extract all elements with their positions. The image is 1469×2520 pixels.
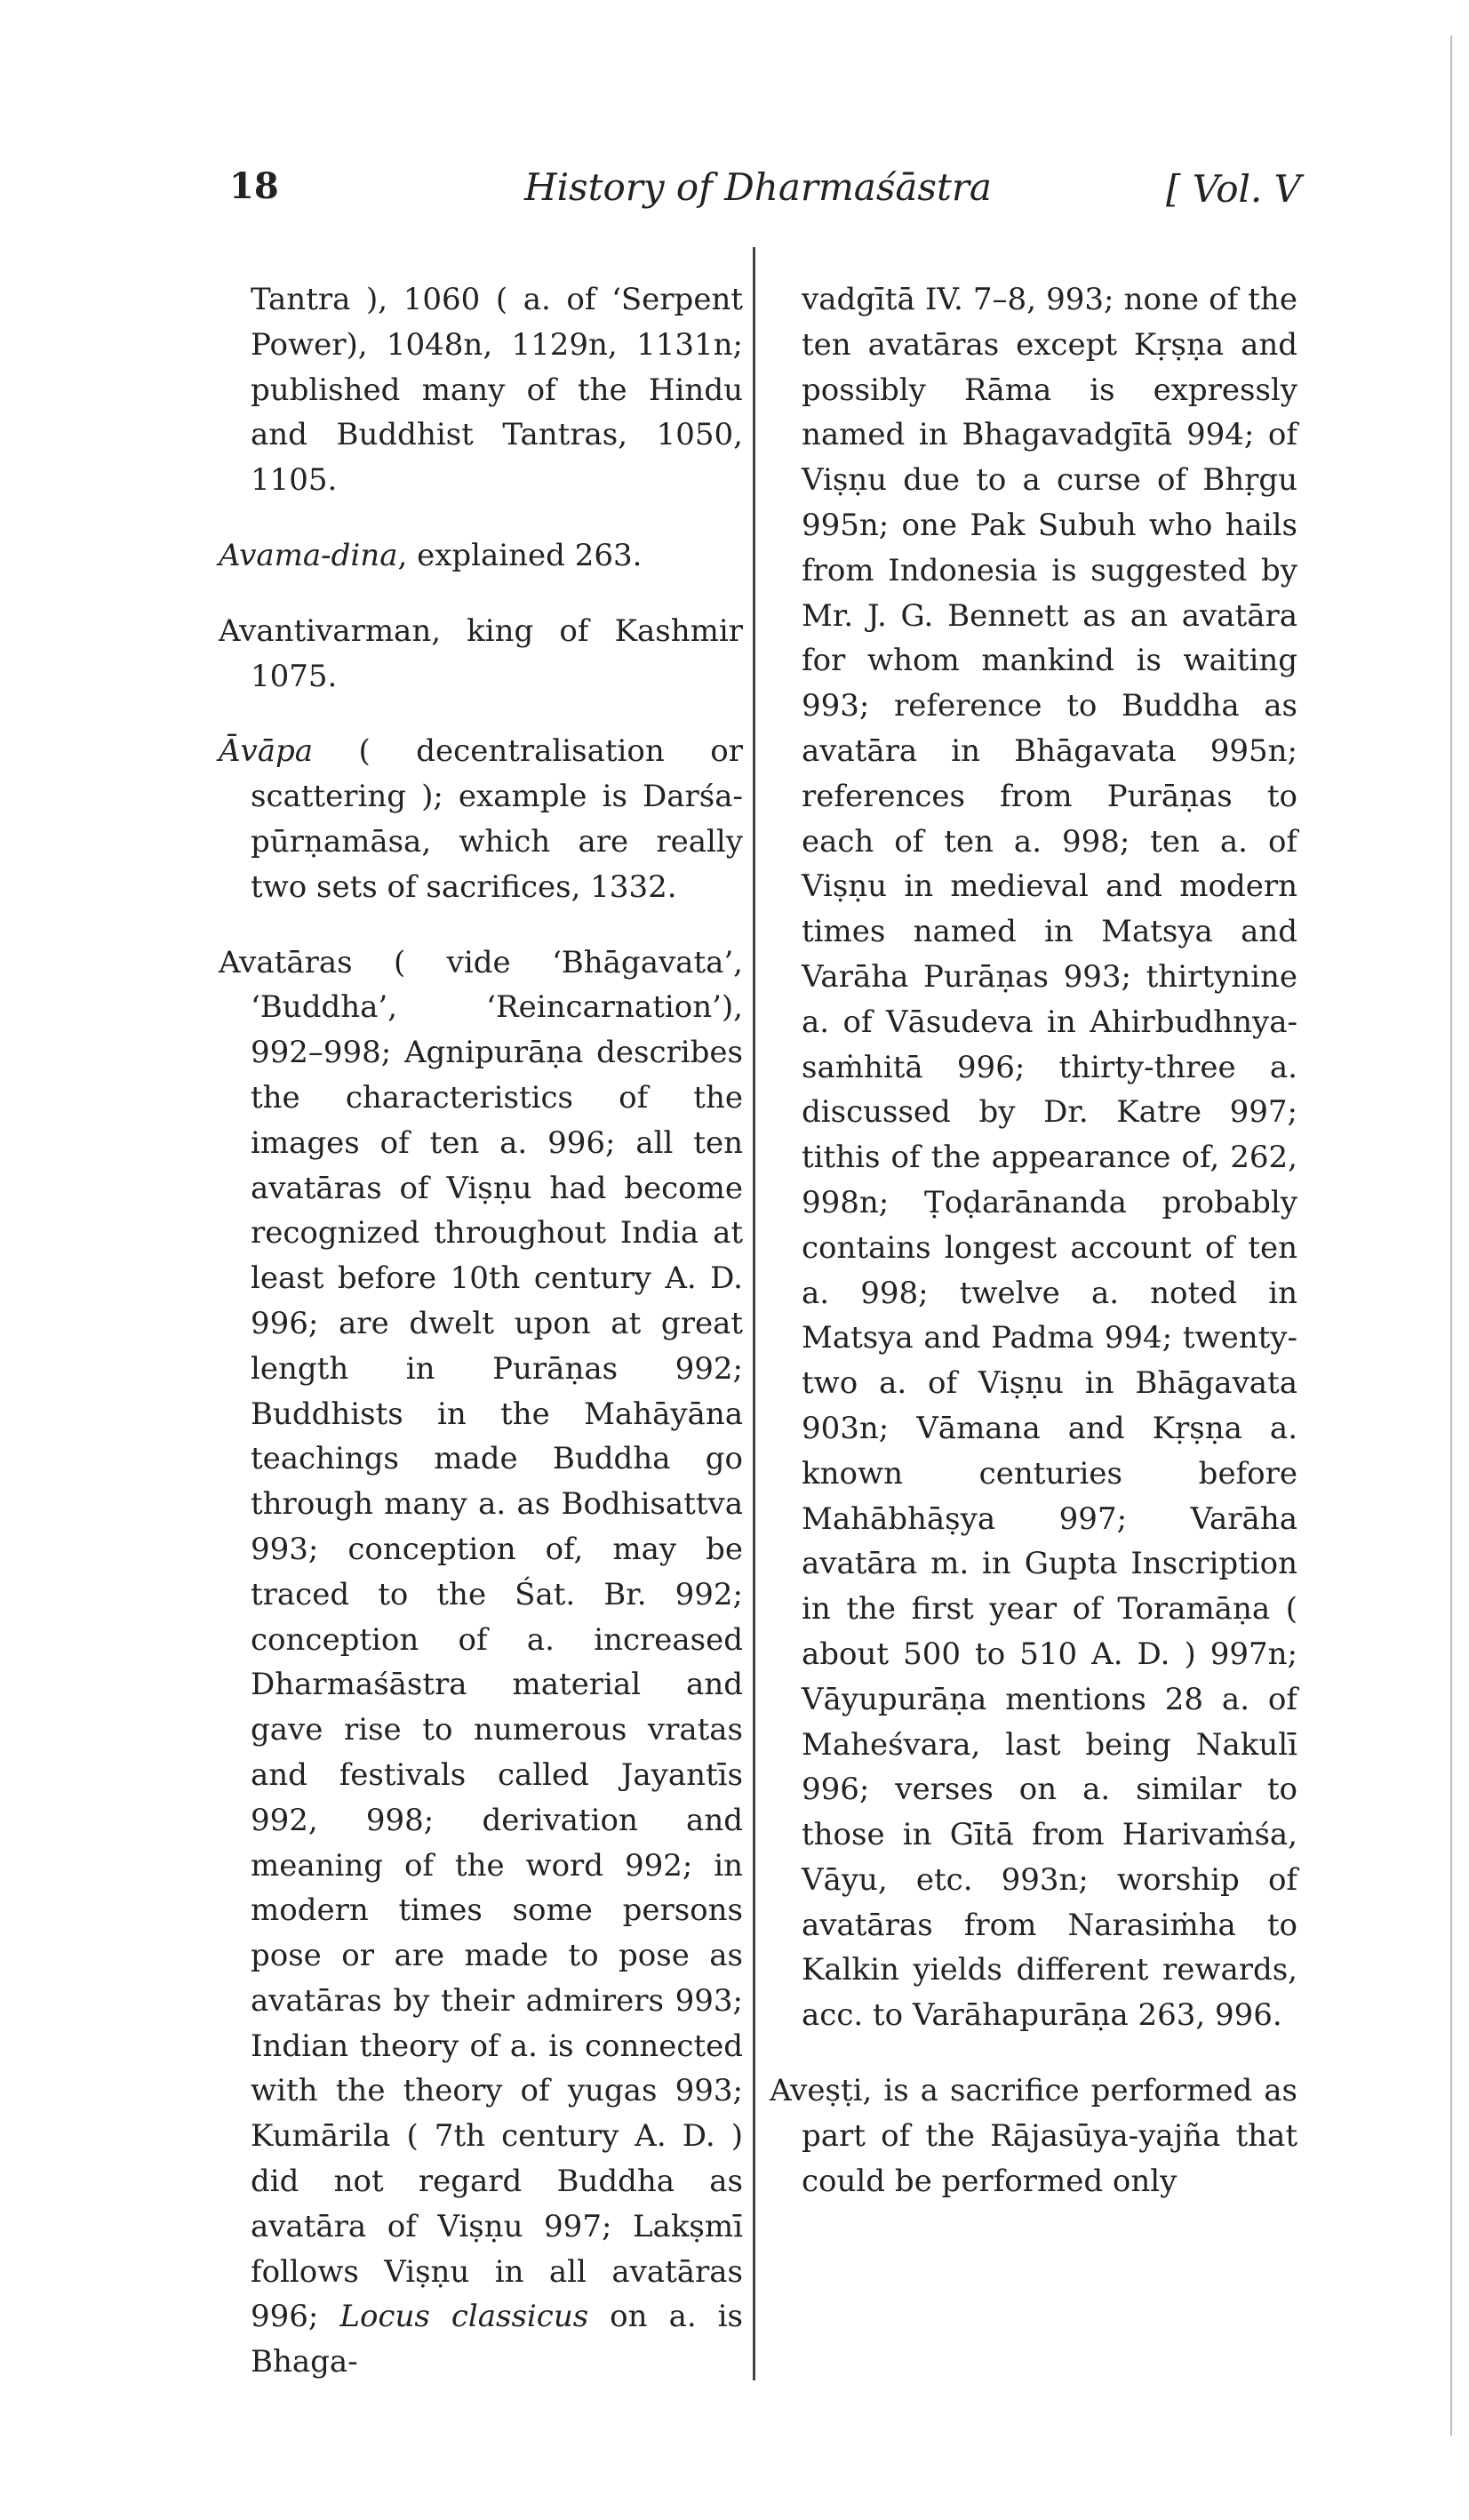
entry-tantra-continued: Tantra ), 1060 ( a. of ‘Serpent Power), 1048n, 1129n, 1131n; published many of the Hindu and Buddhist Tantras, 1050, 1105. bbox=[251, 282, 743, 499]
entry-term: Āvāpa bbox=[219, 733, 314, 770]
entry-avesti: Aveṣṭi, is a sacrifice performed as part of the Rājasūya-yajña that could be performed only bbox=[770, 2073, 1297, 2199]
page-header bbox=[0, 165, 1469, 228]
entry-avantivarman: Avantivarman, king of Kashmir 1075. bbox=[219, 612, 743, 694]
right-column bbox=[770, 247, 1297, 2220]
page-edge-line bbox=[1450, 36, 1452, 2436]
page-number: 18 bbox=[229, 165, 279, 207]
entry-text: on a. is Bhaga- bbox=[251, 2299, 743, 2380]
entry-text: , explained 263. bbox=[397, 537, 643, 573]
entry-avama-dina bbox=[219, 533, 743, 579]
left-column bbox=[219, 247, 743, 2402]
column-divider bbox=[753, 247, 755, 2380]
running-title: History of Dharmaśāstra bbox=[524, 165, 992, 209]
entry-avapa bbox=[219, 729, 743, 909]
entry-text: ( decentralisation or scattering ); example is Darśa-pūrṇamāsa, which are really two sets of sacrifices, 1332. bbox=[251, 733, 743, 905]
volume-label: [ Vol. V bbox=[1166, 167, 1301, 211]
entry-text: Avatāras ( vide ‘Bhāgavata’, ‘Buddha’, ‘Reincarnation’), 992–998; Agnipurāṇa describes the characteristics of the images of ten a. 996; all ten avatāras of Viṣṇu had become recognized throughout India at least before 10th century A. D. 996; are dwelt upon at great length in Purāṇas 992; Buddhists in the Mahāyāna teachings made Buddha go through many a. as Bodhisattva 993; conception of, may be traced to the Śat. Br. 992; conception of a. increased Dharmaśāstra material and gave rise to numerous vratas and festivals called Jayantīs 992, 998; derivation and meaning of the word 992; in modern times some persons pose or are made to pose as avatāras by their admirers 993; Indian theory of a. is connected with the theory of yugas 993; Kumārila ( 7th century A. D. ) did not regard Buddha as avatāra of Viṣṇu 997; Lakṣmī follows Viṣṇu in all avatāras 996; bbox=[219, 944, 743, 2335]
entry-avataras-continued: vadgītā IV. 7–8, 993; none of the ten avatāras except Kṛṣṇa and possibly Rāma is expressly named in Bhagavadgītā 994; of Viṣṇu due to a curse of Bhṛgu 995n; one Pak Subuh who hails from Indonesia is suggested by Mr. J. G. Bennett as an avatāra for whom mankind is waiting 993; reference to Buddha as avatāra in Bhāgavata 995n; references from Purāṇas to each of ten a. 998; ten a. of Viṣṇu in medieval and modern times named in Matsya and Varāha Purāṇas 993; thirtynine a. of Vāsudeva in Ahirbudhnya-saṁhitā 996; thirty-three a. discussed by Dr. Katre 997; tithis of the appearance of, 262, 998n; Ṭoḍarānanda probably contains longest account of ten a. 998; twelve a. noted in Matsya and Padma 994; twenty-two a. of Viṣṇu in Bhāgavata 903n; Vāmana and Kṛṣṇa a. known centuries before Mahābhāṣya 997; Varāha avatāra m. in Gupta Inscription in the first year of Toramāṇa ( about 500 to 510 A. D. ) 997n; Vāyupurāṇa mentions 28 a. of Maheśvara, last being Nakulī 996; verses on a. similar to those in Gītā from Harivaṁśa, Vāyu, etc. 993n; worship of avatāras from Narasiṁha to Kalkin yields different rewards, acc. to Varāhapurāṇa 263, 996. bbox=[802, 282, 1297, 2034]
entry-term: Locus classicus bbox=[339, 2299, 589, 2335]
entry-avataras bbox=[219, 940, 743, 2386]
entry-term: Avama-dina bbox=[219, 537, 398, 573]
